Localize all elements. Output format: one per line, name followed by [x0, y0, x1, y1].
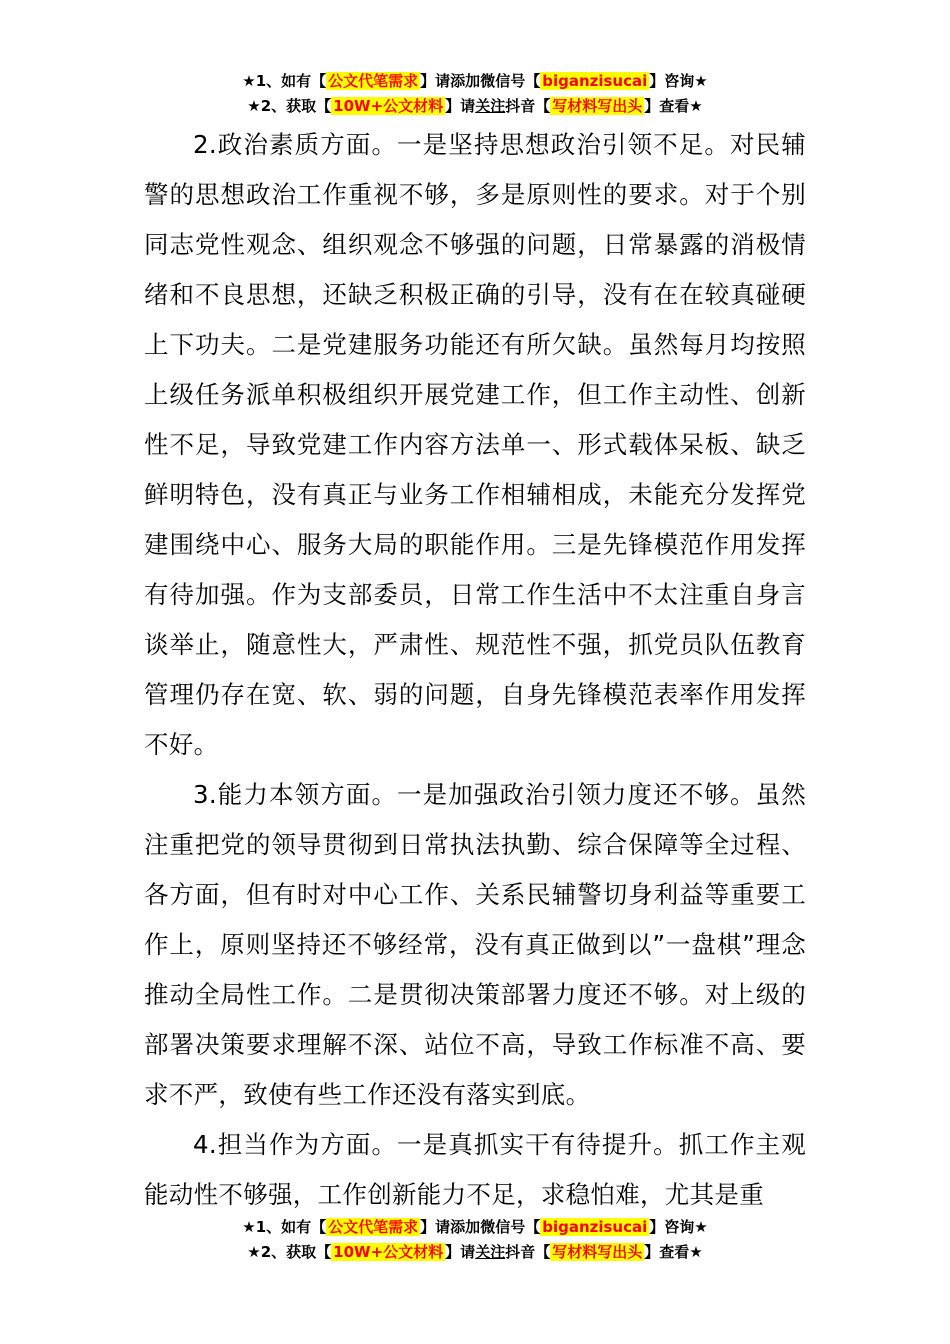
paragraph-ability: 3.能力本领方面。一是加强政治引领力度还不够。虽然注重把党的领导贯彻到日常执法执勤、综合保障等全过程、各方面，但有时对中心工作、关系民辅警切身利益等重要工作上，原则坚持还不够经常，没有真正做到以”一盘棋”理念推动全局性工作。二是贯彻决策部署力度还不够。对上级的部署决策要求理解不深、站位不高，导致工作标准不高、要求不严，致使有些工作还没有落实到底。 [144, 780, 806, 1109]
star-icon: ★ [694, 1218, 708, 1236]
star-icon: ★ [242, 72, 256, 90]
footer-banner [0, 1216, 950, 1266]
banner-text: 微信号【 [480, 1218, 541, 1236]
highlight-materials: 10W+公文材料 [333, 1243, 444, 1261]
highlight-wechat-id: biganzisucai [542, 1218, 648, 1236]
star-icon: ★ [689, 1243, 703, 1261]
banner-text: 2、获取【 [260, 97, 332, 115]
banner-text: 】请 [445, 97, 476, 115]
star-icon: ★ [242, 1218, 256, 1236]
banner-emphasis: 关注 [475, 97, 506, 115]
banner-text: 1、如有【 [255, 1218, 327, 1236]
banner-text: 】请 [420, 1218, 451, 1236]
highlight-wechat-id: biganzisucai [542, 72, 648, 90]
banner-emphasis: 添加 [450, 1218, 481, 1236]
banner-text: 】请 [445, 1243, 476, 1261]
banner-text: 】请 [420, 72, 451, 90]
banner-text: 】咨询 [649, 1218, 695, 1236]
highlight-materials: 10W+公文材料 [333, 97, 444, 115]
banner-text: 抖音【 [505, 1243, 551, 1261]
banner-text: 1、如有【 [255, 72, 327, 90]
banner-line-1 [0, 70, 950, 95]
banner-text: 】查看 [644, 97, 690, 115]
highlight-douyin-account: 写材料写出头 [552, 97, 643, 115]
highlight-douyin-account: 写材料写出头 [552, 1243, 643, 1261]
star-icon: ★ [694, 72, 708, 90]
star-icon: ★ [689, 97, 703, 115]
paragraph-responsibility: 4.担当作为方面。一是真抓实干有待提升。抓工作主观能动性不够强，工作创新能力不足，求稳怕难，尤其是重 [144, 1130, 806, 1209]
banner-line-2 [0, 1241, 950, 1266]
banner-text: 】查看 [644, 1243, 690, 1261]
star-icon: ★ [247, 1243, 261, 1261]
banner-text: 】咨询 [649, 72, 695, 90]
banner-emphasis: 添加 [450, 72, 481, 90]
banner-text: 2、获取【 [260, 1243, 332, 1261]
banner-emphasis: 关注 [475, 1243, 506, 1261]
document-body [144, 120, 806, 1220]
highlight-service: 公文代笔需求 [328, 1218, 419, 1236]
highlight-service: 公文代笔需求 [328, 72, 419, 90]
header-banner [0, 70, 950, 120]
banner-line-2 [0, 95, 950, 120]
star-icon: ★ [247, 97, 261, 115]
banner-text: 微信号【 [480, 72, 541, 90]
banner-line-1 [0, 1216, 950, 1241]
banner-text: 抖音【 [505, 97, 551, 115]
paragraph-political-quality: 2.政治素质方面。一是坚持思想政治引领不足。对民辅警的思想政治工作重视不够，多是原则性的要求。对于个别同志党性观念、组织观念不够强的问题，日常暴露的消极情绪和不良思想，还缺乏积极正确的引导，没有在在较真碰硬上下功夫。二是党建服务功能还有所欠缺。虽然每月均按照上级任务派单积极组织开展党建工作，但工作主动性、创新性不足，导致党建工作内容方法单一、形式载体呆板、缺乏鲜明特色，没有真正与业务工作相辅相成，未能充分发挥党建围绕中心、服务大局的职能作用。三是先锋模范作用发挥有待加强。作为支部委员，日常工作生活中不太注重自身言谈举止，随意性大，严肃性、规范性不强，抓党员队伍教育管理仍存在宽、软、弱的问题，自身先锋模范表率作用发挥不好。 [144, 130, 806, 759]
